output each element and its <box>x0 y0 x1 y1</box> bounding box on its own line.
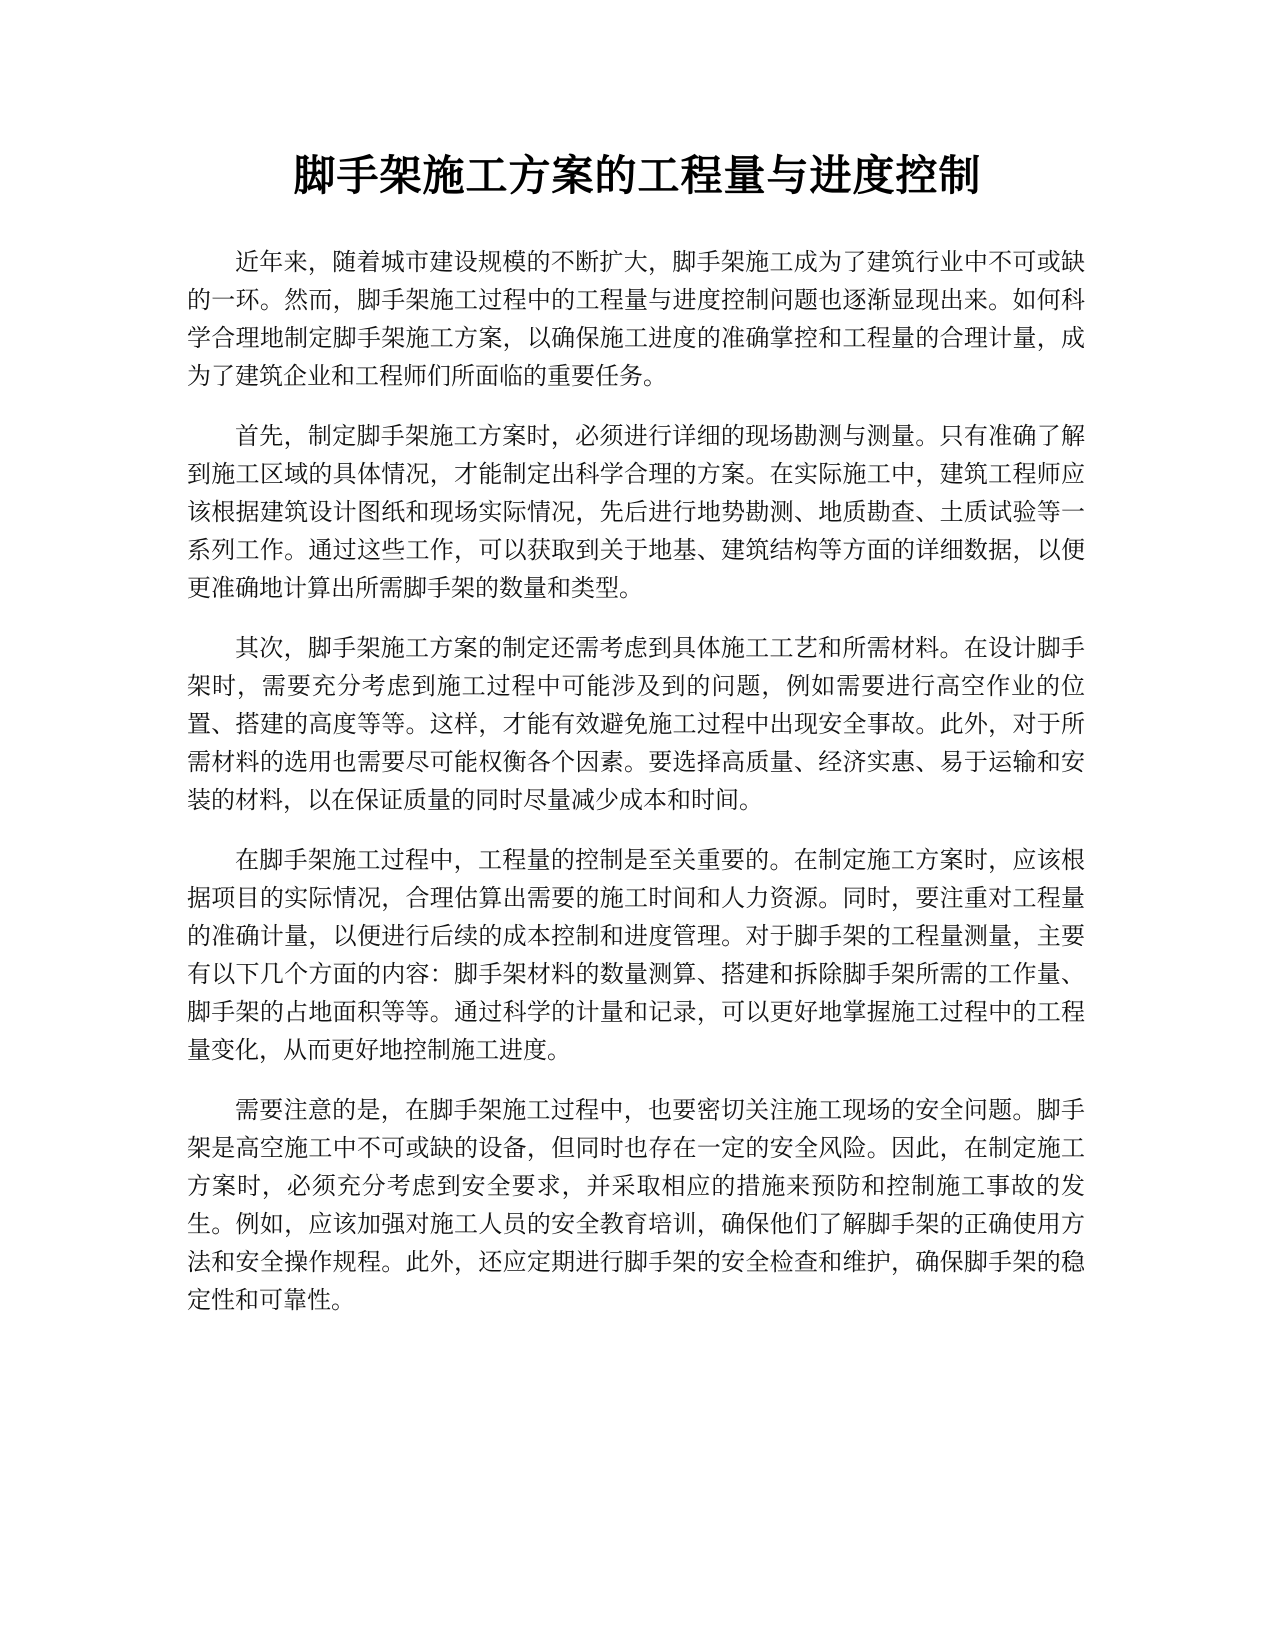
document-body <box>187 243 1085 1341</box>
paragraph-5: 需要注意的是，在脚手架施工过程中，也要密切关注施工现场的安全问题。脚手架是高空施工中不可或缺的设备，但同时也存在一定的安全风险。因此，在制定施工方案时，必须充分考虑到安全要求，并采取相应的措施来预防和控制施工事故的发生。例如，应该加强对施工人员的安全教育培训，确保他们了解脚手架的正确使用方法和安全操作规程。此外，还应定期进行脚手架的安全检查和维护，确保脚手架的稳定性和可靠性。 <box>187 1096 1085 1314</box>
paragraph-4: 在脚手架施工过程中，工程量的控制是至关重要的。在制定施工方案时，应该根据项目的实际情况，合理估算出需要的施工时间和人力资源。同时，要注重对工程量的准确计量，以便进行后续的成本控制和进度管理。对于脚手架的工程量测量，主要有以下几个方面的内容：脚手架材料的数量测算、搭建和拆除脚手架所需的工作量、脚手架的占地面积等等。通过科学的计量和记录，可以更好地掌握施工过程中的工程量变化，从而更好地控制施工进度。 <box>187 846 1085 1064</box>
paragraph-3: 其次，脚手架施工方案的制定还需考虑到具体施工工艺和所需材料。在设计脚手架时，需要充分考虑到施工过程中可能涉及到的问题，例如需要进行高空作业的位置、搭建的高度等等。这样，才能有效避免施工过程中出现安全事故。此外，对于所需材料的选用也需要尽可能权衡各个因素。要选择高质量、经济实惠、易于运输和安装的材料，以在保证质量的同时尽量减少成本和时间。 <box>187 634 1085 814</box>
paragraph-1: 近年来，随着城市建设规模的不断扩大，脚手架施工成为了建筑行业中不可或缺的一环。然而，脚手架施工过程中的工程量与进度控制问题也逐渐显现出来。如何科学合理地制定脚手架施工方案，以确保施工进度的准确掌控和工程量的合理计量，成为了建筑企业和工程师们所面临的重要任务。 <box>187 248 1085 390</box>
paragraph-2: 首先，制定脚手架施工方案时，必须进行详细的现场勘测与测量。只有准确了解到施工区域的具体情况，才能制定出科学合理的方案。在实际施工中，建筑工程师应该根据建筑设计图纸和现场实际情况，先后进行地势勘测、地质勘查、土质试验等一系列工作。通过这些工作，可以获取到关于地基、建筑结构等方面的详细数据，以便更准确地计算出所需脚手架的数量和类型。 <box>187 422 1085 602</box>
document-title: 脚手架施工方案的工程量与进度控制 <box>293 151 982 200</box>
